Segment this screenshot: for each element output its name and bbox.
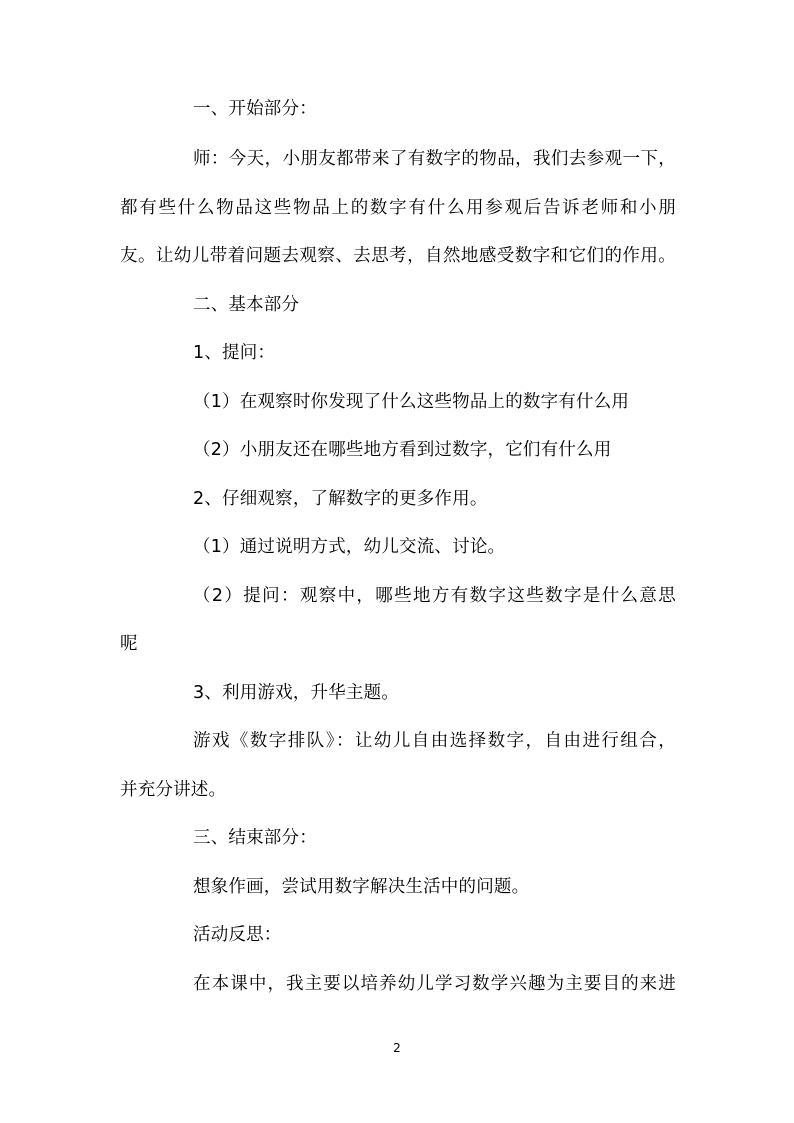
section-heading-end: 三、结束部分：	[193, 828, 317, 848]
paragraph-line: 游戏《数字排队》：让幼儿自由选择数字，自由进行组合，	[193, 731, 676, 751]
paragraph-line: 想象作画，尝试用数字解决生活中的问题。	[193, 877, 530, 897]
section-heading-basic: 二、基本部分	[193, 295, 300, 315]
paragraph-line: 在本课中，我主要以培养幼儿学习数学兴趣为主要目的来进	[193, 974, 676, 994]
list-item: （1）通过说明方式，幼儿交流、讨论。	[193, 537, 506, 557]
paragraph-line: 呢	[120, 634, 138, 654]
section-heading-start: 一、开始部分：	[193, 99, 317, 119]
list-heading: 2、仔细观察，了解数字的更多作用。	[193, 489, 488, 509]
section-heading-reflection: 活动反思：	[193, 925, 282, 945]
paragraph-line: 友。让幼儿带着问题去观察、去思考，自然地感受数字和它们的作用。	[120, 246, 676, 266]
list-heading: 3、利用游戏，升华主题。	[193, 683, 400, 703]
paragraph-line: 都有些什么物品这些物品上的数字有什么用参观后告诉老师和小朋	[120, 198, 676, 218]
list-item: （2）提问：观察中，哪些地方有数字这些数字是什么意思	[193, 586, 676, 606]
list-item: （2）小朋友还在哪些地方看到过数字，它们有什么用	[193, 440, 612, 460]
paragraph-line: 师：今天，小朋友都带来了有数字的物品，我们去参观一下，	[193, 149, 676, 169]
paragraph-line: 并充分讲述。	[120, 780, 227, 800]
page-number: 2	[393, 1041, 401, 1055]
list-item: （1）在观察时你发现了什么这些物品上的数字有什么用	[193, 392, 630, 412]
list-heading: 1、提问：	[193, 343, 276, 363]
